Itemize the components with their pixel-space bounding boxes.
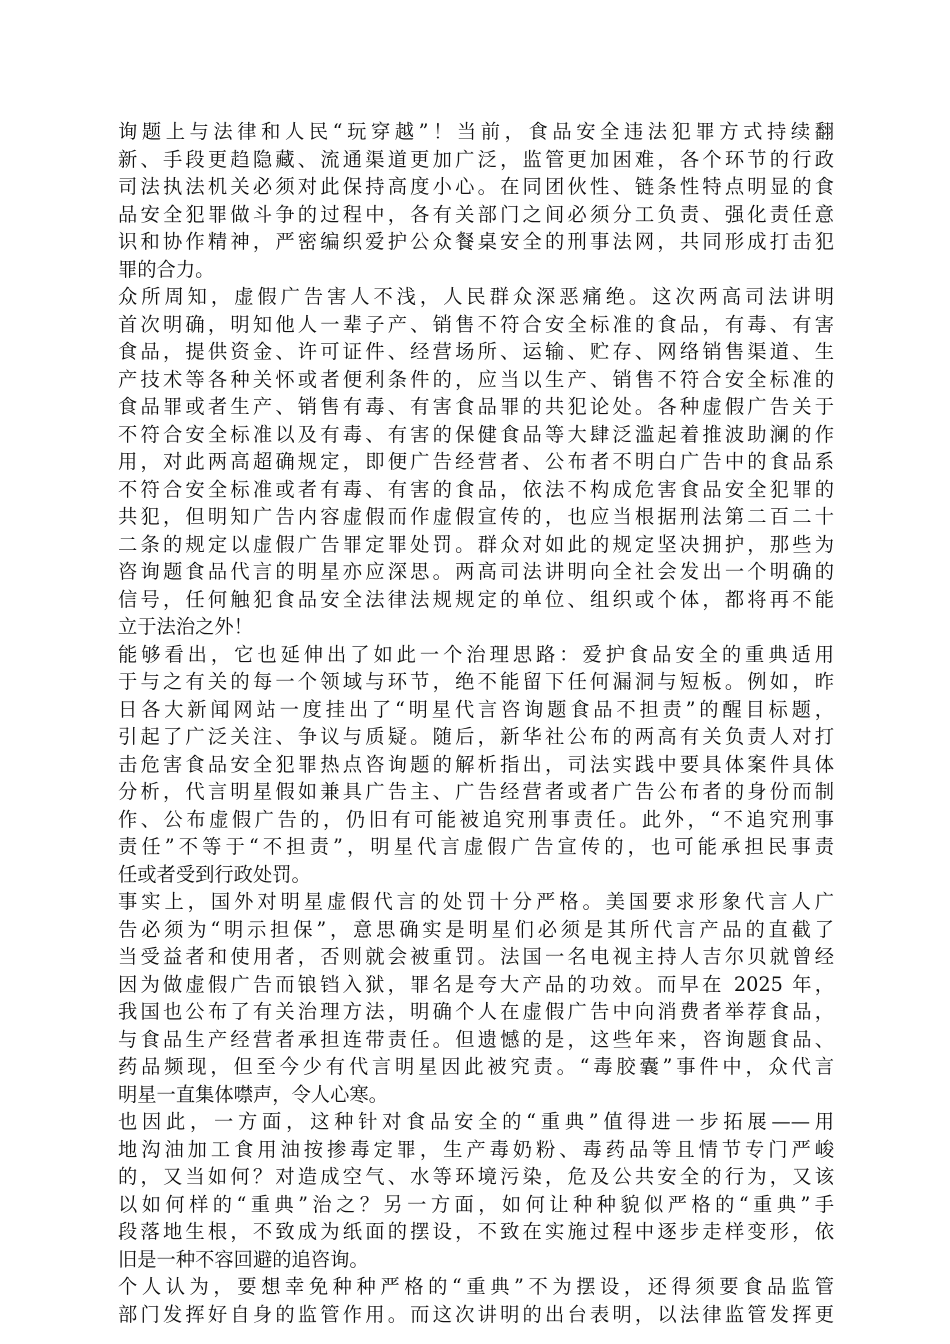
paragraph-1	[118, 118, 834, 283]
text-line: 段落地生根，不致成为纸面的摆设，不致在实施过程中逐步走样变形，依	[118, 1220, 834, 1243]
text-line: 引起了广泛关注、争议与质疑。随后，新华社公布的两高有关负责人对打	[118, 725, 834, 748]
text-line: 当受益者和使用者，否则就会被重罚。法国一名电视主持人吉尔贝就曾经	[118, 945, 834, 968]
text-line: 个人认为，要想幸免种种严格的“重典”不为摆设，还得须要食品监管	[118, 1275, 834, 1298]
text-line: 责任”不等于“不担责”，明星代言虚假广告宣传的，也可能承担民事责	[118, 835, 834, 858]
text-line: 分析，代言明星假如兼具广告主、广告经营者或者广告公布者的身份而制	[118, 780, 834, 803]
text-line: 旧是一种不容回避的追咨询。	[118, 1247, 369, 1271]
text-line: 我国也公布了有关治理方法，明确个人在虚假广告中向消费者举荐食品，	[118, 1000, 834, 1023]
text-line: 司法执法机关必须对此保持高度小心。在同团伙性、链条性特点明显的食	[118, 175, 834, 198]
text-line: 不符合安全标准以及有毒、有害的保健食品等大肆泛滥起着推波助澜的作	[118, 422, 834, 446]
paragraph-5	[118, 1108, 834, 1273]
text-line: 药品频现，但至今少有代言明星因此被究责。“毒胶囊”事件中，众代言	[118, 1055, 834, 1078]
text-line: 作、公布虚假广告的，仍旧有可能被追究刑事责任。此外，“不追究刑事	[118, 807, 834, 831]
text-line: 事实上，国外对明星虚假代言的处罚十分严格。美国要求形象代言人广	[118, 890, 834, 913]
text-line: 的，又当如何？对造成空气、水等环境污染，危及公共安全的行为，又该	[118, 1165, 834, 1188]
paragraph-2	[118, 283, 834, 641]
document-body	[118, 118, 834, 1328]
text-line: 共犯，但明知广告内容虚假而作虚假宣传的，也应当根据刑法第二百二十	[118, 505, 834, 528]
paragraph-3	[118, 641, 834, 889]
text-line: 部门发挥好自身的监管作用。而这次讲明的出台表明，以法律监管发挥更	[118, 1302, 834, 1326]
text-line: 新、手段更趋隐藏、流通渠道更加广泛，监管更加困难，各个环节的行政	[118, 147, 834, 171]
text-line: 地沟油加工食用油按掺毒定罪，生产毒奶粉、毒药品等且情节专门严峻	[118, 1137, 834, 1161]
text-line: 立于法治之外！	[118, 615, 253, 638]
paragraph-6	[118, 1273, 834, 1328]
text-line: 与食品生产经营者承担连带责任。但遗憾的是，这些年来，咨询题食品、	[118, 1027, 834, 1051]
text-line: 品安全犯罪做斗争的过程中，各有关部门之间必须分工负责、强化责任意	[118, 202, 834, 226]
text-line: 信号，任何触犯食品安全法律法规规定的单位、组织或个体，都将再不能	[118, 587, 834, 611]
text-line: 击危害食品安全犯罪热点咨询题的解析指出，司法实践中要具体案件具体	[118, 752, 834, 776]
paragraph-4	[118, 888, 834, 1108]
text-line: 询题上与法律和人民“玩穿越”！当前，食品安全违法犯罪方式持续翻	[118, 120, 834, 143]
text-line: 明星一直集体噤声，令人心寒。	[118, 1082, 388, 1106]
text-line: 能够看出，它也延伸出了如此一个治理思路：爱护食品安全的重典适用	[118, 642, 834, 666]
text-line: 任或者受到行政处罚。	[118, 862, 311, 886]
text-line: 也因此，一方面，这种针对食品安全的“重典”值得进一步拓展——用	[118, 1110, 834, 1133]
text-line: 食品罪或者生产、销售有毒、有害食品罪的共犯论处。各种虚假广告关于	[118, 395, 834, 418]
text-line: 识和协作精神，严密编织爱护公众餐桌安全的刑事法网，共同形成打击犯	[118, 230, 834, 253]
text-line: 食品，提供资金、许可证件、经营场所、运输、贮存、网络销售渠道、生	[118, 340, 834, 363]
text-line: 不符合安全标准或者有毒、有害的食品，依法不构成危害食品安全犯罪的	[118, 477, 834, 501]
text-line: 产技术等各种关怀或者便利条件的，应当以生产、销售不符合安全标准的	[118, 367, 834, 391]
text-line: 首次明确，明知他人一辈子产、销售不符合安全标准的食品，有毒、有害	[118, 312, 834, 336]
text-line: 用，对此两高超确规定，即便广告经营者、公布者不明白广告中的食品系	[118, 450, 834, 473]
text-line: 咨询题食品代言的明星亦应深思。两高司法讲明向全社会发出一个明确的	[118, 560, 834, 583]
text-line: 日各大新闻网站一度挂出了“明星代言咨询题食品不担责”的醒目标题，	[118, 697, 834, 721]
text-line: 于与之有关的每一个领域与环节，绝不能留下任何漏洞与短板。例如，昨	[118, 670, 834, 693]
text-line: 以如何样的“重典”治之？另一方面，如何让种种貌似严格的“重典”手	[118, 1192, 834, 1216]
text-line: 众所周知，虚假广告害人不浅，人民群众深恶痛绝。这次两高司法讲明	[118, 285, 834, 308]
text-line: 因为做虚假广告而锒铛入狱，罪名是夸大产品的功效。而早在 2025 年，	[118, 972, 834, 996]
text-line: 二条的规定以虚假广告罪定罪处罚。群众对如此的规定坚决拥护，那些为	[118, 532, 834, 556]
text-line: 罪的合力。	[118, 257, 215, 281]
text-line: 告必须为“明示担保”，意思确实是明星们必须是其所代言产品的直截了	[118, 917, 834, 941]
